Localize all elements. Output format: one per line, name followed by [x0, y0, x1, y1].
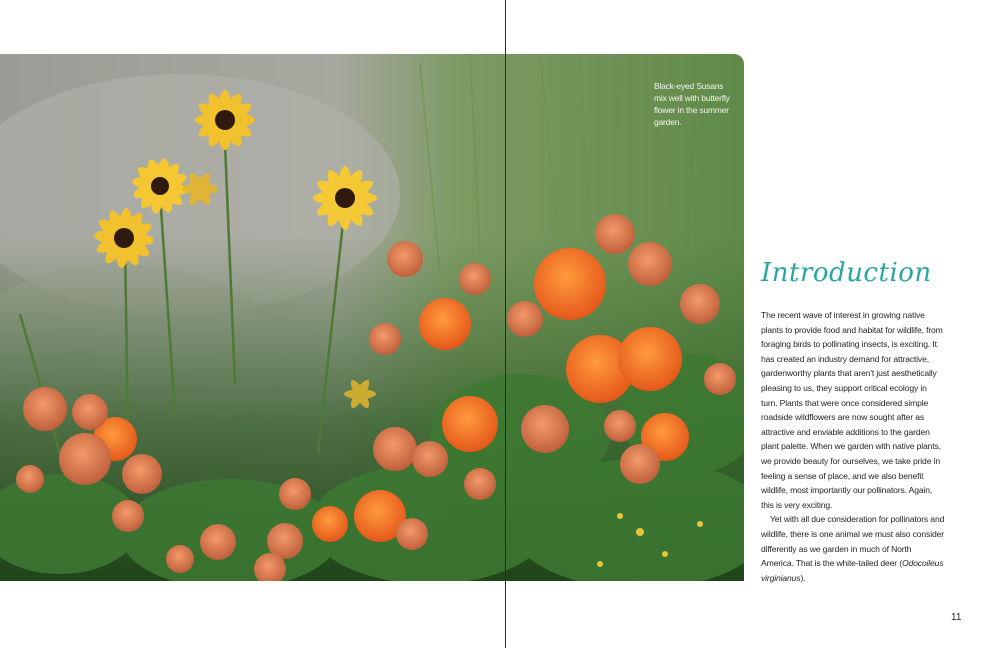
- body-paragraph-2: [761, 512, 945, 585]
- body-paragraph-1: The recent wave of interest in growing native plants to provide food and habitat for wildlife, from foraging birds to pollinating insects, is exciting. It has created an industry demand for attractive, gardenworthy plants that aren't just aesthetically pleasing to us, they support critical ecology in turn. Plants that were once considered simple roadside wildflowers are now sought after as attractive and enviable additions to the garden plant palette. When we garden with native plants, we provide beauty for ourselves, we take pride in feeling a sense of place, and we also benefit wildlife, most importantly our pollinators. Again, this is very exciting.: [761, 310, 943, 510]
- page-number: 11: [951, 612, 962, 623]
- photo-caption: Black-eyed Susans mix well with butterfly flower in the summer garden.: [654, 81, 730, 127]
- page-gutter: [505, 0, 506, 648]
- garden-photo: [0, 54, 744, 581]
- species-name: Odocoileus virginianus: [761, 558, 944, 583]
- chapter-heading: Introduction: [761, 258, 932, 288]
- paragraph-2-text: Yet with all due consideration for pollinators and wildlife, there is one animal we must also consider differently as we garden in much of North America. That is the white-tailed deer (: [761, 514, 945, 569]
- paragraph-2-end: ).: [800, 572, 806, 583]
- body-text: [761, 308, 945, 585]
